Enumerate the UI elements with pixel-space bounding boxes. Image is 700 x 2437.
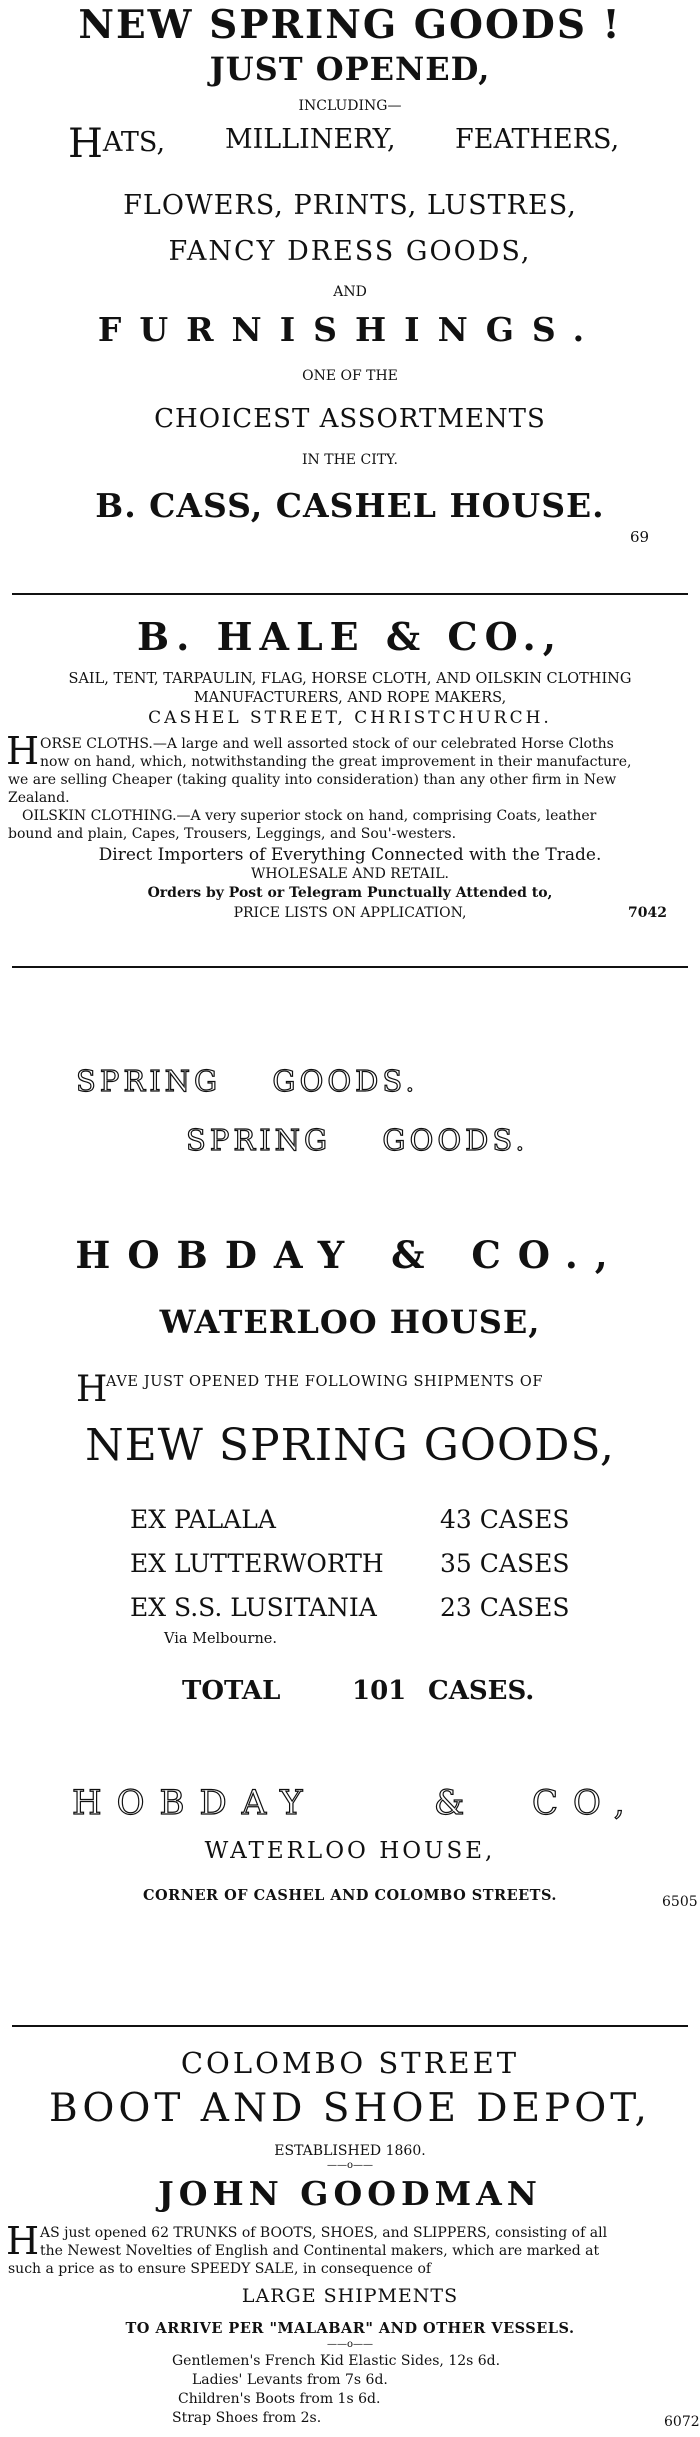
cass-fancy-line: FANCY DRESS GOODS, <box>168 236 532 267</box>
goodman-item: Ladies' Levants from 7s 6d. <box>192 2372 388 2388</box>
hale-para1-line2: now on hand, which, notwithstanding the great improvement in their manufacture, <box>40 754 632 770</box>
goodman-depot: BOOT AND SHOE DEPOT, <box>49 2086 651 2131</box>
cass-hats-dropcap: H <box>68 121 103 167</box>
cass-hats-rest: ATS, <box>102 127 166 158</box>
hale-wholesale: WHOLESALE AND RETAIL. <box>250 866 450 882</box>
hale-para1-line4: Zealand. <box>8 790 70 806</box>
cass-feathers: FEATHERS, <box>455 124 620 155</box>
shipment-row <box>130 1593 630 1622</box>
hobday-waterloo-house-2: WATERLOO HOUSE, <box>204 1838 496 1864</box>
hobday-via: Via Melbourne. <box>164 1631 277 1647</box>
cass-hats <box>68 121 166 167</box>
hale-importers: Direct Importers of Everything Connected with the Trade. <box>98 845 602 865</box>
hale-para2-line1: OILSKIN CLOTHING.—A very superior stock on hand, comprising Coats, leather <box>22 808 597 824</box>
cass-signature: B. CASS, CASHEL HOUSE. <box>95 486 605 525</box>
divider-1 <box>12 593 688 595</box>
hale-subtitle-1: SAIL, TENT, TARPAULIN, FLAG, HORSE CLOTH, AND OILSKIN CLOTHING <box>68 671 632 687</box>
cass-including: INCLUDING— <box>298 98 402 114</box>
hobday-waterloo-house: WATERLOO HOUSE, <box>159 1303 541 1341</box>
hobday-dropcap: H <box>76 1369 108 1410</box>
cass-flowers-line: FLOWERS, PRINTS, LUSTRES, <box>123 190 577 221</box>
goodman-ref-number: 6072 <box>664 2414 700 2430</box>
shipment-row <box>130 1505 630 1534</box>
total-label: TOTAL <box>182 1676 281 1706</box>
hale-subtitle-2: MANUFACTURERS, AND ROPE MAKERS, <box>193 690 507 706</box>
cass-ref-number: 69 <box>630 528 650 546</box>
goodman-para-line3: such a price as to ensure SPEEDY SALE, in consequence of <box>8 2261 432 2277</box>
cass-furnishings: FURNISHINGS. <box>97 310 603 349</box>
goodman-item: Strap Shoes from 2s. <box>172 2410 322 2426</box>
hobday-firm-name: HOBDAY & CO., <box>75 1233 625 1277</box>
hale-dropcap: H <box>6 729 40 773</box>
cass-just-opened: JUST OPENED, <box>209 50 491 88</box>
total-value: 101 <box>352 1676 407 1706</box>
hobday-opened-line: AVE JUST OPENED THE FOLLOWING SHIPMENTS OF <box>106 1374 544 1390</box>
shipment-ship: EX PALALA <box>130 1505 276 1534</box>
goodman-item: Children's Boots from 1s 6d. <box>178 2391 381 2407</box>
spring-goods-2: SPRING GOODS. <box>186 1123 529 1157</box>
goodman-para-line2: the Newest Novelties of English and Continental makers, which are marked at <box>40 2243 600 2259</box>
divider-2 <box>12 966 688 968</box>
goodman-item: Gentlemen's French Kid Elastic Sides, 12s 6d. <box>172 2353 501 2369</box>
goodman-separator-1: ——o—— <box>326 2160 374 2171</box>
goodman-dropcap: H <box>6 2219 40 2263</box>
divider-3 <box>12 2025 688 2027</box>
shipment-cases: 35 CASES <box>440 1549 570 1578</box>
spring-goods-1: SPRING GOODS. <box>76 1064 419 1098</box>
cass-headline: NEW SPRING GOODS ! <box>78 2 622 48</box>
cass-in-the-city: IN THE CITY. <box>302 452 398 468</box>
hale-orders: Orders by Post or Telegram Punctually Attended to, <box>147 885 553 901</box>
hale-para1-line3: we are selling Cheaper (taking quality into consideration) than any other firm in New <box>8 772 617 788</box>
hobday-headline: NEW SPRING GOODS, <box>85 1420 615 1471</box>
cass-and: AND <box>333 284 367 300</box>
firm2-ampersand: & <box>434 1783 480 1823</box>
hobday-ref-number: 6505 <box>662 1894 698 1910</box>
goodman-established: ESTABLISHED 1860. <box>274 2143 426 2159</box>
hale-para1-line1: ORSE CLOTHS.—A large and well assorted stock of our celebrated Horse Cloths <box>40 736 614 752</box>
total-unit: CASES. <box>428 1676 535 1706</box>
firm2-co: CO, <box>532 1783 640 1823</box>
goodman-separator-2: ——o—— <box>326 2339 374 2350</box>
goodman-street: COLOMBO STREET <box>180 2046 520 2080</box>
hale-para2-line2: bound and plain, Capes, Trousers, Leggings, and Sou'-westers. <box>8 826 457 842</box>
hale-ref-number: 7042 <box>628 905 667 921</box>
goodman-para-line1: AS just opened 62 TRUNKS of BOOTS, SHOES, and SLIPPERS, consisting of all <box>40 2225 608 2241</box>
cass-choicest: CHOICEST ASSORTMENTS <box>154 404 546 434</box>
shipment-ship: EX S.S. LUSITANIA <box>130 1593 377 1622</box>
hobday-corner: CORNER OF CASHEL AND COLOMBO STREETS. <box>143 1887 557 1904</box>
hale-address: CASHEL STREET, CHRISTCHURCH. <box>148 708 552 728</box>
cass-one-of-the: ONE OF THE <box>302 368 398 384</box>
shipment-row <box>130 1549 630 1578</box>
goodman-arrive: TO ARRIVE PER "MALABAR" AND OTHER VESSELS. <box>125 2320 575 2337</box>
goodman-name: JOHN GOODMAN <box>158 2174 542 2213</box>
firm2-name: HOBDAY <box>72 1783 318 1823</box>
shipment-cases: 43 CASES <box>440 1505 570 1534</box>
shipment-cases: 23 CASES <box>440 1593 570 1622</box>
shipment-ship: EX LUTTERWORTH <box>130 1549 384 1578</box>
hale-title: B. HALE & CO., <box>137 614 563 659</box>
goodman-large-shipments: LARGE SHIPMENTS <box>241 2285 459 2307</box>
cass-millinery: MILLINERY, <box>225 124 396 155</box>
hale-price-lists: PRICE LISTS ON APPLICATION, <box>233 905 467 921</box>
